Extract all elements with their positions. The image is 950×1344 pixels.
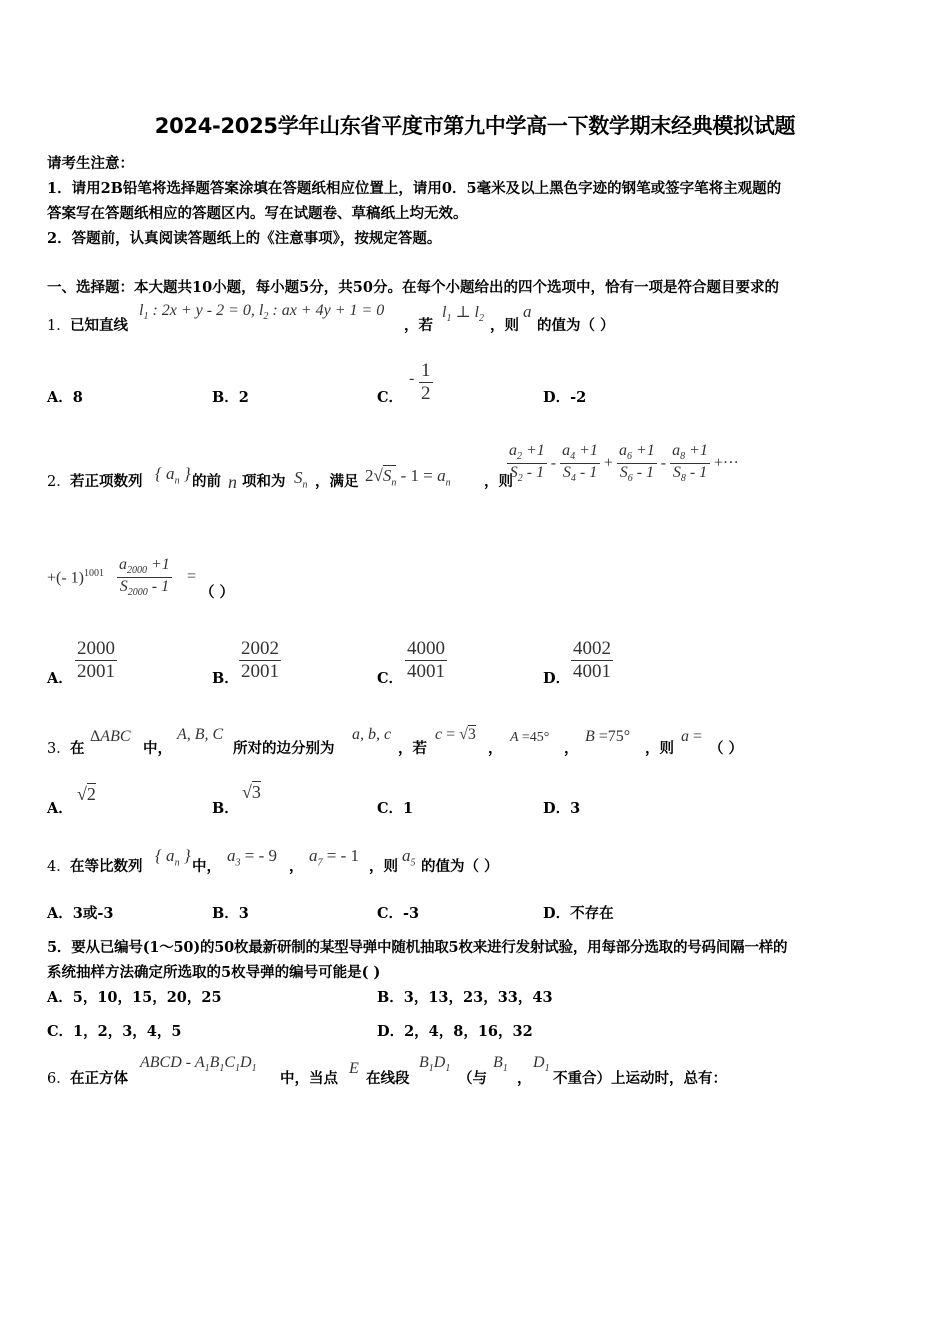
q6-cube: ABCD - $A_1B_1C_1D_1$ [140,1054,257,1075]
q6-point-d1: $D_1$ [533,1054,550,1075]
q1-c-numerator: 1 [421,360,431,381]
q2-options [47,638,747,688]
q3-text-pre: 在 [70,740,85,757]
q2-option-d-label: D． [543,670,571,687]
question-3 [47,724,927,764]
q4-option-b[interactable]: B．3 [212,905,249,922]
q3-text-t4: ， [488,740,503,757]
q3-option-a-label: A． [47,800,73,817]
q4-number: 4． [47,859,71,875]
q1-option-d[interactable]: D．-2 [543,389,587,406]
q2-option-c-label: C． [377,670,404,687]
q6-text-t3: （与 [458,1070,487,1087]
question-4 [47,842,927,882]
q3-option-b-label: B． [212,800,239,817]
q2-text-t3: ，满足 [315,473,359,490]
question-6 [47,1052,927,1092]
q2-d-den: 4001 [573,660,611,682]
q2-c-num: 4000 [407,638,445,659]
q2-c-den: 4001 [407,660,445,682]
q2-var-n: n [228,472,237,492]
q6-text-t4: ， [517,1070,532,1087]
q2-condition-formula: $2√S_n - 1 = a_n$ [365,466,451,489]
q2-option-b-fraction [239,638,281,683]
q2-option-c-fraction [405,638,447,683]
q4-a3: $a_3$ = - 9 [227,846,277,869]
question-2 [47,440,927,500]
q6-point-b1: $B_1$ [493,1054,508,1075]
q1-lines-formula: $l_1$ : 2x + y - 2 = 0, $l_2$ : ax + 4y + 1 = 0 [139,302,385,323]
q3-text-t5: ， [564,740,579,757]
q2-tail-fraction: $\frac{a_{2000} +1}{S_{2000} - 1}$ [119,556,170,598]
q5-option-a[interactable]: A．5，10，15，20，25 [47,989,222,1006]
q3-sides: a, b, c [352,726,392,743]
q1-option-c-sign: - [409,370,415,387]
q4-text-tail: 的值为（ ） [421,858,499,875]
notice-header: 请考生注意： [47,155,134,172]
q6-segment: $B_1D_1$ [419,1054,451,1075]
q3-option-c[interactable]: C．1 [377,800,414,817]
q1-text-then: ，则 [490,317,519,334]
q5-option-d[interactable]: D．2，4，8，16，32 [377,1023,533,1040]
q6-text-t2: 在线段 [366,1070,410,1087]
q6-text-t5: 不重合）上运动时，总有： [553,1070,727,1087]
q6-number: 6． [47,1071,71,1087]
page-title: 2024-2025学年山东省平度市第九中学高一下数学期末经典模拟试题 [154,114,796,138]
q1-text-mid: ，若 [404,317,433,334]
q1-option-c-label: C． [377,389,404,406]
q3-text-t6: ，则 [645,740,674,757]
q2-text-t4: ，则 [484,473,513,490]
q5-option-b[interactable]: B．3，13，23，33，43 [377,989,553,1006]
q1-option-b[interactable]: B．2 [212,389,249,406]
q3-number: 3． [47,741,71,757]
q4-option-c[interactable]: C．-3 [377,905,420,922]
q2-option-d-fraction [571,638,613,683]
q2-tail-equals: = [187,568,197,585]
q2-b-den: 2001 [241,660,279,682]
q2-tail-sign: +(- 1)$^{1001}$ [47,568,105,587]
q2-option-a-fraction [75,638,117,683]
q5-text-line1: 5．要从已编号(1～50)的50枚最新研制的某型导弹中随机抽取5枚来进行发射试验，用每部分选取的号码间隔一样的 [47,939,788,956]
q1-option-a[interactable]: A．8 [47,389,83,406]
q4-a7: $a_7$ = - 1 [309,846,359,869]
q4-option-a[interactable]: A．3或-3 [47,905,114,922]
q2-text-t2: 项和为 [242,473,286,490]
q1-text-pre: 已知直线 [70,317,128,334]
q6-text-pre: 在正方体 [70,1070,128,1087]
q2-number: 2． [47,474,71,490]
q6-point-e: E [349,1060,359,1077]
q4-a5: $a_5$ [402,846,416,869]
q3-text-t2: 所对的边分别为 [233,740,335,757]
q5-text-line2: 系统抽样方法确定所选取的5枚导弹的编号可能是( ) [47,964,381,981]
q3-option-b-sqrt3: √3 [242,782,261,802]
q2-a-den: 2001 [77,660,115,682]
q4-text-pre: 在等比数列 [70,858,143,875]
q3-angles: A, B, C [177,726,224,743]
q2-b-num: 2002 [241,638,279,659]
q1-var-a: a [523,302,532,321]
notice-item-1b: 答案写在答题纸相应的答题区内。写在试题卷、草稿纸上均无效。 [47,205,468,222]
q3-c-value: c = √3 [435,726,476,743]
q2-text-pre: 若正项数列 [70,473,143,490]
q2-a-num: 2000 [77,638,115,659]
q1-text-post: 的值为（ ） [537,317,615,334]
notice-item-2: 2．答题前，认真阅读答题纸上的《注意事项》，按规定答题。 [47,230,442,247]
q2-option-b-label: B． [212,670,239,687]
notice-item-1a: 1．请用2B铅笔将选择题答案涂填在答题纸相应位置上，请用0．5毫米及以上黑色字迹的钢笔或签字笔将主观题的 [47,180,782,197]
q2-text-t1: 的前 [192,473,221,490]
q5-option-c[interactable]: C．1，2，3，4，5 [47,1023,182,1040]
q2-d-num: 4002 [573,638,611,659]
q1-option-c-fraction [419,360,433,405]
q3-text-t3: ，若 [398,740,427,757]
section-header: 一、选择题：本大题共10小题，每小题5分，共50分。在每个小题给出的四个选项中，恰有一项是符合题目要求的 [47,279,779,296]
q2-sum-expression: $\frac{a_2 +1}{S_2 - 1}$ - $\frac{a_4 +1}{S_4 - 1}$ + $\frac{a_6 +1}{S_6 - 1}$ - $\frac{a_8 +1}{S_8 - 1}$ +··· [509,442,739,484]
q4-seq-an: { $a_n$ } [155,846,191,869]
q4-option-d[interactable]: D．不存在 [543,905,614,922]
q3-option-a-sqrt2: √2 [77,784,96,804]
q3-angle-b: B =75° [585,728,631,745]
q4-text-t1: 中， [192,858,221,875]
q3-text-tail: （ ） [709,740,744,757]
q3-text-t1: 中， [143,740,172,757]
q3-option-d[interactable]: D．3 [543,800,581,817]
q2-option-a-label: A． [47,670,73,687]
q1-c-denominator: 2 [421,382,431,404]
q4-text-t3: ，则 [369,858,398,875]
q6-text-t1: 中，当点 [280,1070,338,1087]
q3-triangle: ΔABC [90,728,131,745]
q2-tail-paren: （ ） [200,584,235,601]
q3-var-a: a = [681,728,703,745]
q2-seq-an: { $a_n$ } [155,464,191,487]
q2-var-sn: $S_n$ [294,468,308,491]
q3-angle-a: A =45° [510,730,550,745]
q4-text-t2: ， [289,858,304,875]
q1-number: 1． [47,318,71,334]
q1-perp-formula: $l_1$ ⊥ $l_2$ [442,304,484,325]
